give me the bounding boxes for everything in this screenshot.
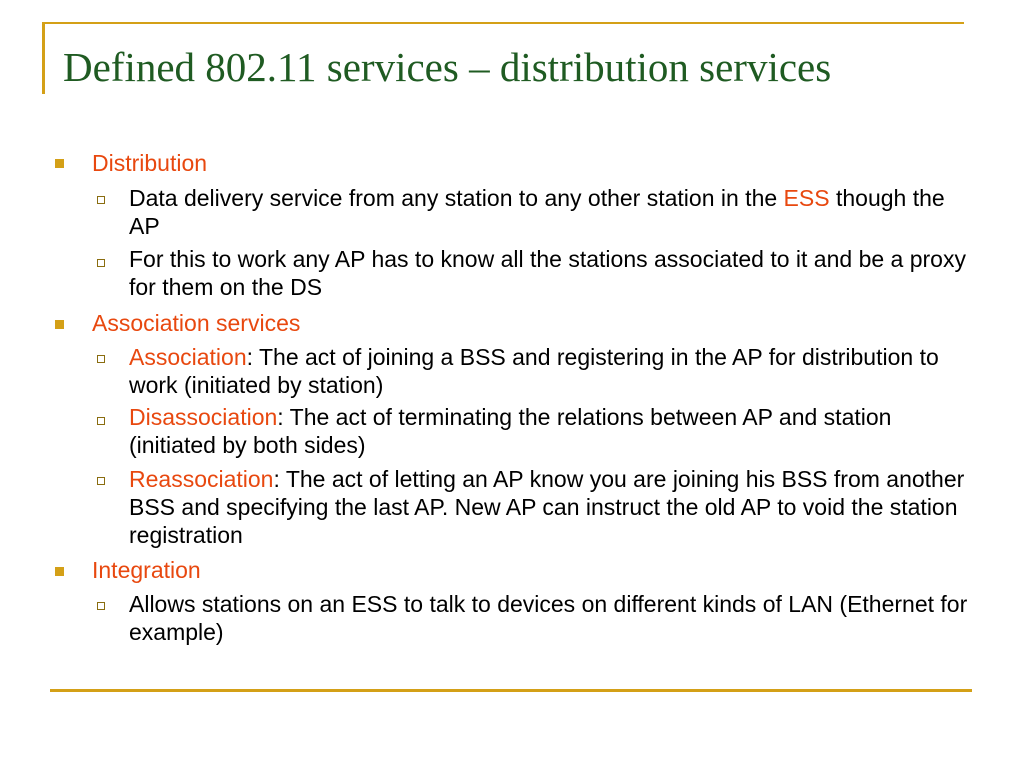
sub-bullet-lan-integration xyxy=(129,590,969,646)
sub-bullet-text: : The act of terminating the relations between AP and station (initiated by both sides) xyxy=(129,404,892,458)
term-ess: ESS xyxy=(783,185,830,211)
sub-bullet-text: For this to work any AP has to know all the stations associated to it and be a proxy for them on the DS xyxy=(129,246,966,300)
checkbox-bullet-icon xyxy=(97,417,105,425)
term-association: Association xyxy=(129,344,247,370)
checkbox-bullet-icon xyxy=(97,196,105,204)
sub-bullet-text: Allows stations on an ESS to talk to devices on different kinds of LAN (Ethernet for example) xyxy=(129,591,968,645)
term-reassociation: Reassociation xyxy=(129,466,274,492)
footer-rule xyxy=(50,689,972,692)
bullet-square-icon xyxy=(55,567,64,576)
sub-bullet-disassociation xyxy=(129,403,969,459)
term-disassociation: Disassociation xyxy=(129,404,278,430)
sub-bullet-reassociation xyxy=(129,465,969,549)
slide-title: Defined 802.11 services – distribution services xyxy=(63,44,832,90)
checkbox-bullet-icon xyxy=(97,259,105,267)
sub-bullet-ap-proxy xyxy=(129,245,969,301)
sub-bullet-text: : The act of letting an AP know you are joining his BSS from another BSS and specifying the last AP. New AP can instruct the old AP to void the station registration xyxy=(129,466,965,548)
sub-bullet-data-delivery xyxy=(129,184,969,240)
bullet-square-icon xyxy=(55,159,64,168)
bullet-association-services: Association services xyxy=(92,310,301,336)
checkbox-bullet-icon xyxy=(97,355,105,363)
sub-bullet-text: though the AP xyxy=(129,185,945,239)
bullet-integration: Integration xyxy=(92,557,201,583)
bullet-square-icon xyxy=(55,320,64,329)
bullet-distribution: Distribution xyxy=(92,150,208,176)
checkbox-bullet-icon xyxy=(97,477,105,485)
sub-bullet-text: : The act of joining a BSS and registering in the AP for distribution to work (initiated by station) xyxy=(129,344,939,398)
sub-bullet-text: Data delivery service from any station to any other station in the xyxy=(129,185,784,211)
sub-bullet-association xyxy=(129,343,969,399)
checkbox-bullet-icon xyxy=(97,602,105,610)
